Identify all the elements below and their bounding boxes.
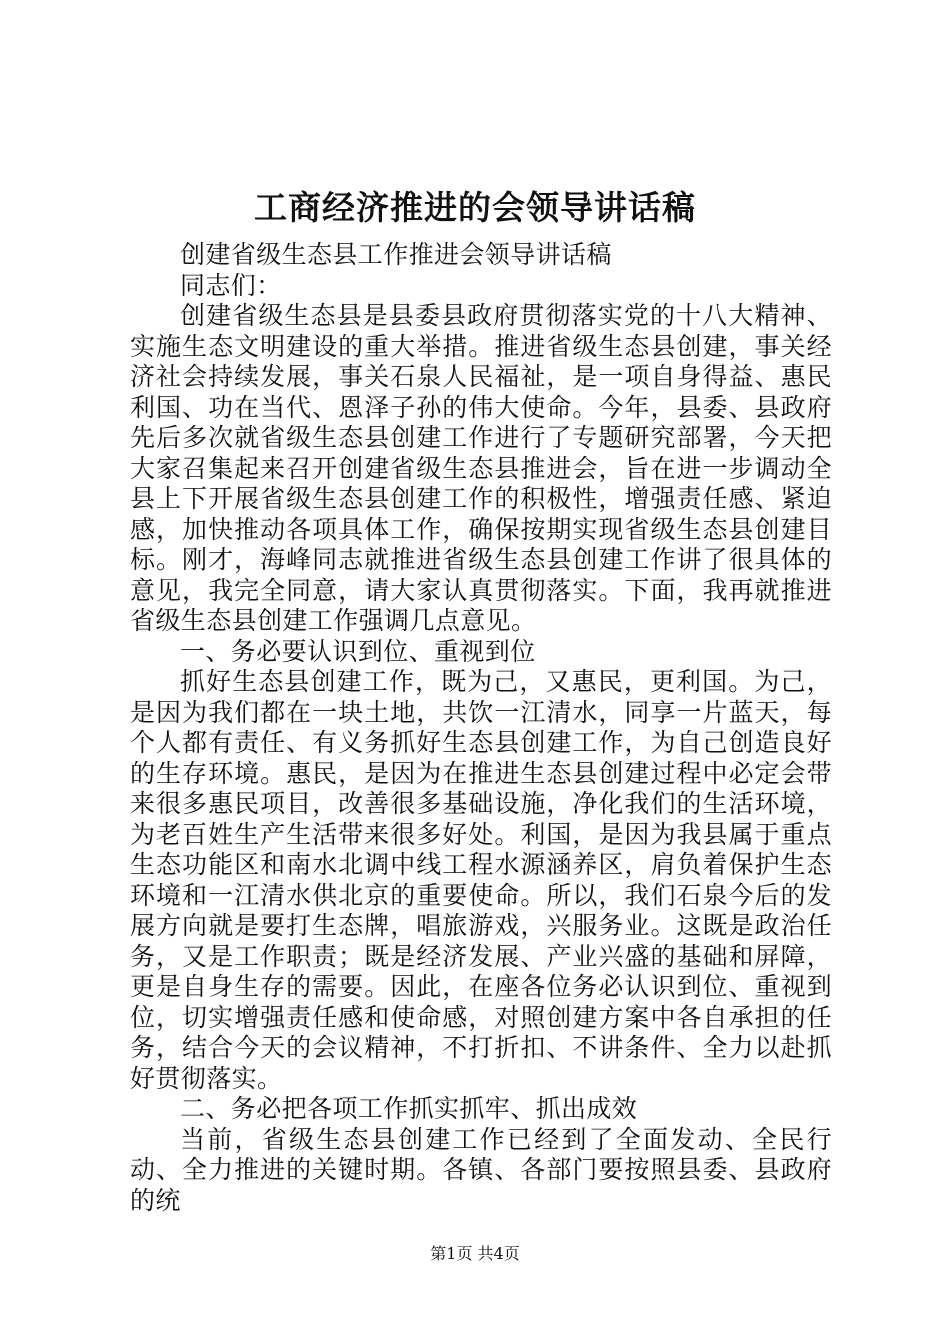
paragraph-subtitle: 创建省级生态县工作推进会领导讲话稿 [180,240,612,269]
document-body [130,240,832,1216]
paragraph-section-2: 当前，省级生态县创建工作已经到了全面发动、全民行动、全力推进的关键时期。各镇、各部门要按照县委、县政府的统 [130,1124,832,1215]
paragraph-section-1: 抓好生态县创建工作，既为己，又惠民，更利国。为己，是因为我们都在一块土地，共饮一江清水，同享一片蓝天，每个人都有责任、有义务抓好生态县创建工作，为自己创造良好的生存环境。惠民，是因为在推进生态县创建过程中必定会带来很多惠民项目，改善很多基础设施，净化我们的生活环境，为老百姓生产生活带来很多好处。利国，是因为我县属于重点生态功能区和南水北调中线工程水源涵养区，肩负着保护生态环境和一江清水供北京的重要使命。所以，我们石泉今后的发展方向就是要打生态牌，唱旅游戏，兴服务业。这既是政治任务，又是工作职责；既是经济发展、产业兴盛的基础和屏障，更是自身生存的需要。因此，在座各位务必认识到位、重视到位，切实增强责任感和使命感，对照创建方案中各自承担的任务，结合今天的会议精神，不打折扣、不讲条件、全力以赴抓好贯彻落实。 [130,667,832,1093]
paragraph-intro: 创建省级生态县是县委县政府贯彻落实党的十八大精神、实施生态文明建设的重大举措。推进省级生态县创建，事关经济社会持续发展，事关石泉人民福祉，是一项自身得益、惠民利国、功在当代、恩泽子孙的伟大使命。今年，县委、县政府先后多次就省级生态县创建工作进行了专题研究部署，今天把大家召集起来召开创建省级生态县推进会，旨在进一步调动全县上下开展省级生态县创建工作的积极性，增强责任感、紧迫感，加快推动各项具体工作，确保按期实现省级生态县创建目标。刚才，海峰同志就推进省级生态县创建工作讲了很具体的意见，我完全同意，请大家认真贯彻落实。下面，我再就推进省级生态县创建工作强调几点意见。 [130,301,832,635]
document-title: 工商经济推进的会领导讲话稿 [254,188,696,227]
paragraph-salutation: 同志们： [180,270,282,300]
page-number-footer: 第1页 共4页 [430,1244,520,1263]
section-heading-2: 二、务必把各项工作抓实抓牢、抓出成效 [180,1094,638,1123]
section-heading-1: 一、务必要认识到位、重视到位 [180,636,536,666]
